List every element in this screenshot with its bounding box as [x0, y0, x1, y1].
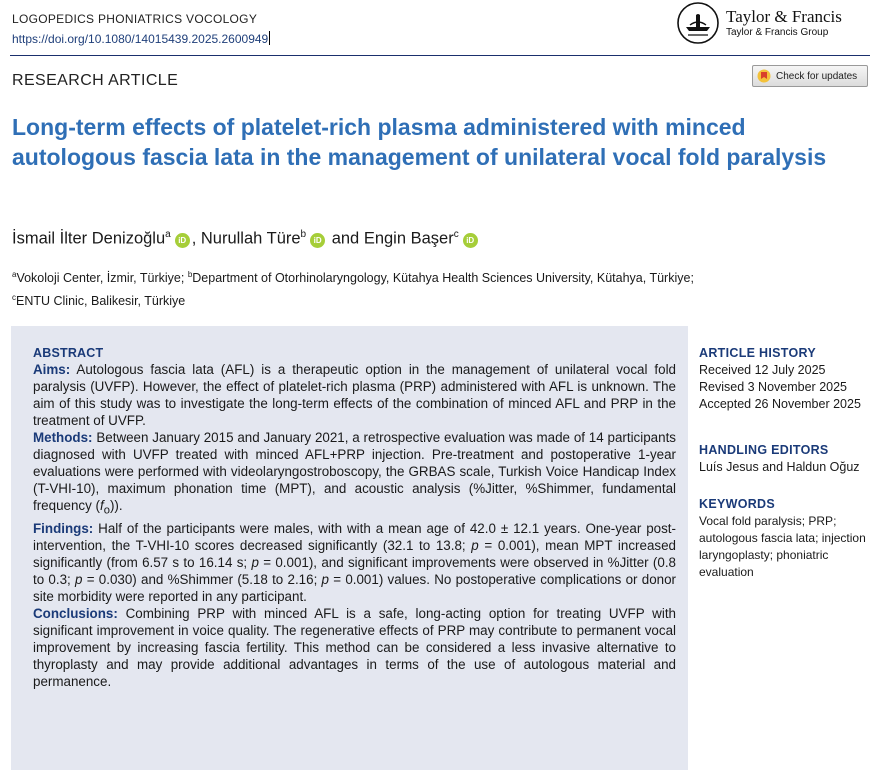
- findings-text-1: Half of the participants were males, with with a mean age of 42.0 ± 12.1 years. One-year post-intervention, the T-VHI-10 scores decreased significantly (32.1 to 13.8;: [33, 520, 676, 553]
- conclusions-text: Combining PRP with minced AFL is a safe, long-acting option for treating UVFP with significant improvement in voice quality. The regenerative effects of PRP may contribute to permanent vocal improvement by increasing fascia fertility. This method can be considered a less invasive alternative to thyroplasty and may provide additional advantages in terms of the use of autologous material and permanence.: [33, 605, 676, 689]
- author-affil-marker: c: [453, 229, 459, 240]
- affil-marker-b: b: [187, 270, 193, 279]
- findings-text-2: = 0.001), mean MPT increased significantly (from 6.57 s to 16.14 s;: [33, 537, 676, 570]
- author-list: [12, 229, 480, 249]
- affiliation-b: Department of Otorhinolaryngology, Kütahya Health Sciences University, Kütahya, Türkiye;: [192, 271, 694, 286]
- orcid-icon[interactable]: iD: [463, 233, 478, 248]
- methods-label: Methods:: [33, 430, 93, 445]
- abstract-conclusions: [33, 605, 676, 690]
- keywords: [699, 496, 874, 581]
- article-history-heading: ARTICLE HISTORY: [699, 346, 817, 360]
- author-name[interactable]: İsmail İlter Denizoğlu: [12, 229, 166, 248]
- affiliations: [12, 265, 872, 311]
- abstract-heading: ABSTRACT: [33, 346, 104, 360]
- author-affil-marker: b: [300, 229, 307, 240]
- check-for-updates-label: Check for updates: [776, 70, 858, 82]
- findings-label: Findings:: [33, 520, 94, 536]
- affiliation-a: Vokoloji Center, İzmir, Türkiye;: [16, 271, 185, 286]
- author-name[interactable]: Nurullah Türe: [200, 229, 301, 248]
- editors-names: Luís Jesus and Haldun Oğuz: [699, 460, 860, 474]
- text-cursor: [269, 31, 270, 45]
- author-separator: ,: [191, 229, 201, 248]
- affil-marker-c: c: [12, 293, 16, 303]
- revised-date: Revised 3 November 2025: [699, 380, 847, 394]
- conclusions-label: Conclusions:: [33, 605, 118, 621]
- findings-text-5: = 0.001) values. No postoperative complications or donor site morbidity were reported in any participant.: [33, 571, 676, 604]
- article-history: [699, 345, 874, 413]
- aims-text: Autologous fascia lata (AFL) is a therapeutic option in the management of unilateral vocal fold paralysis (UVFP). However, the effect of platelet-rich plasma (PRP) administered with AFL is unknown. The aim of this study was to investigate the long-term effects of the combination of minced AFL and PRP in the treatment of UVFP.: [33, 362, 676, 428]
- publisher-group: Taylor & Francis Group: [726, 27, 829, 38]
- abstract-aims: [33, 361, 676, 429]
- orcid-icon[interactable]: iD: [175, 233, 190, 248]
- findings-p-3: p: [75, 571, 83, 587]
- crossmark-icon: [757, 69, 771, 83]
- abstract-panel: [11, 326, 688, 770]
- affiliation-c: ENTU Clinic, Balikesir, Türkiye: [16, 294, 186, 309]
- header-rule: [10, 55, 870, 56]
- abstract-findings: [33, 520, 676, 605]
- methods-f-subscript: o: [103, 504, 110, 517]
- received-date: Received 12 July 2025: [699, 363, 826, 377]
- keywords-heading: KEYWORDS: [699, 497, 776, 511]
- aims-label: Aims:: [33, 362, 71, 377]
- keywords-list: Vocal fold paralysis; PRP; autologous fascia lata; injection laryngoplasty; phoniatric evaluation: [699, 514, 866, 579]
- methods-f-symbol: f: [100, 498, 104, 513]
- affil-marker-a: a: [12, 270, 17, 279]
- doi-link[interactable]: https://doi.org/10.1080/14015439.2025.2600949: [12, 32, 269, 46]
- publisher-logo[interactable]: [676, 0, 842, 46]
- journal-name: LOGOPEDICS PHONIATRICS VOCOLOGY: [12, 12, 258, 26]
- handling-editors: [699, 442, 874, 476]
- publisher-logo-icon: [676, 1, 720, 45]
- findings-text-3: = 0.001), and significant improvements were observed in %Jitter (0.8 to 0.3;: [33, 554, 676, 587]
- author-name[interactable]: Engin Başer: [363, 229, 454, 248]
- publisher-name: Taylor & Francis: [726, 7, 842, 26]
- findings-p-4: p: [321, 571, 329, 587]
- findings-text-4: = 0.030) and %Shimmer (5.18 to 2.16;: [82, 571, 322, 587]
- orcid-icon[interactable]: iD: [310, 233, 325, 248]
- methods-text-end: )).: [109, 498, 123, 513]
- check-for-updates-button[interactable]: [752, 65, 868, 87]
- findings-p-2: p: [251, 554, 259, 570]
- methods-text: Between January 2015 and January 2021, a retrospective evaluation was made of 14 participants diagnosed with UVFP treated with minced AFL+PRP injection. Pre-treatment and postoperative 1-year evaluations were performed with videolaryngostroboscopy, the GRBAS scale, Turkish Voice Handicap Index (T-VHI-10), maximum phonation time (MPT), and acoustic analysis (%Jitter, %Shimmer, fundamental frequency (: [33, 430, 676, 513]
- author-affil-marker: a: [165, 229, 171, 240]
- article-title: Long-term effects of platelet-rich plasma administered with minced autologous fascia lata in the management of unilateral vocal fold paralysis: [12, 114, 827, 170]
- author-separator: and: [327, 229, 364, 248]
- handling-editors-heading: HANDLING EDITORS: [699, 443, 829, 457]
- abstract-methods: [33, 429, 676, 520]
- findings-p-1: p: [471, 537, 479, 553]
- article-type: RESEARCH ARTICLE: [12, 72, 179, 89]
- accepted-date: Accepted 26 November 2025: [699, 397, 861, 411]
